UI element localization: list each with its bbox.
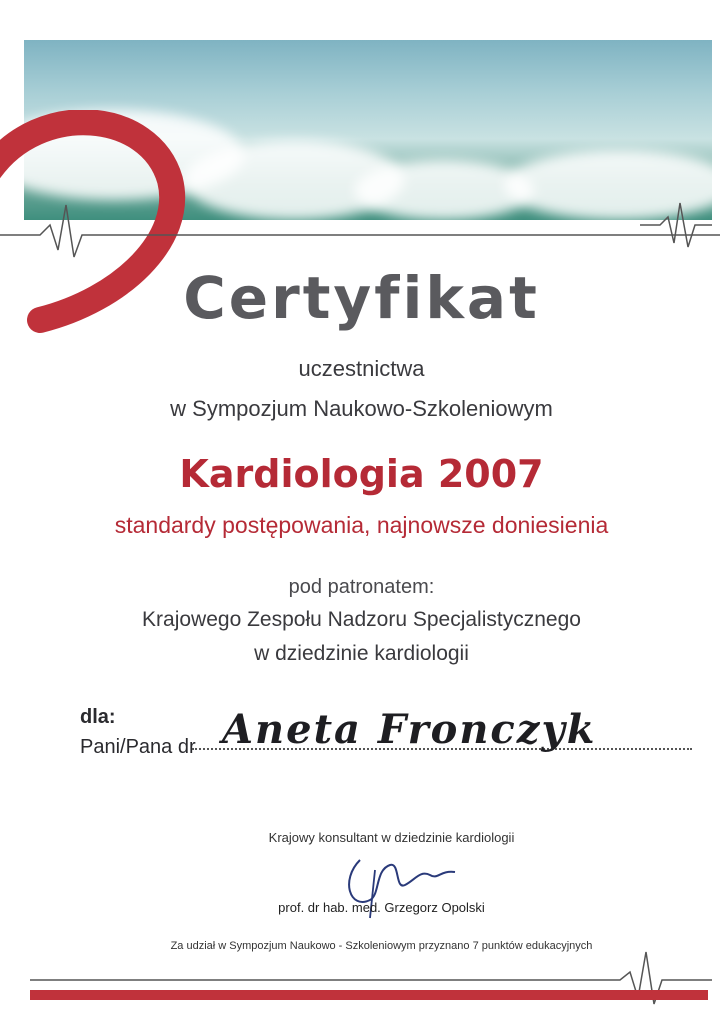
signatory-name: prof. dr hab. med. Grzegorz Opolski [278,900,485,915]
event-subtitle: standardy postępowania, najnowsze doniesienia [114,512,609,538]
bottom-red-bar [30,990,708,1000]
signatory-role: Krajowy konsultant w dziedzinie kardiologii [268,830,515,845]
patronage-body: Krajowego Zespołu Nadzoru Specjalistycznego [142,608,581,631]
recipient-name: Aneta Fronczyk [222,706,597,753]
patronage-label: pod patronatem: [288,576,435,598]
education-points-note: Za udział w Sympozjum Naukowo - Szkoleniowym przyznano 7 punktów edukacyjnych [170,940,593,952]
recipient-salutation: Pani/Pana dr [80,736,196,758]
ecg-line-icon [0,195,723,265]
recipient-label: dla: [80,706,116,728]
participation-line: uczestnictwa [298,356,425,381]
certificate-title: Certyfikat [183,264,540,332]
patronage-field: w dziedzinie kardiologii [254,642,469,665]
ecg-line-bottom-icon [0,940,723,1020]
symposium-line: w Sympozjum Naukowo-Szkoleniowym [170,396,553,421]
event-name: Kardiologia 2007 [179,452,544,496]
